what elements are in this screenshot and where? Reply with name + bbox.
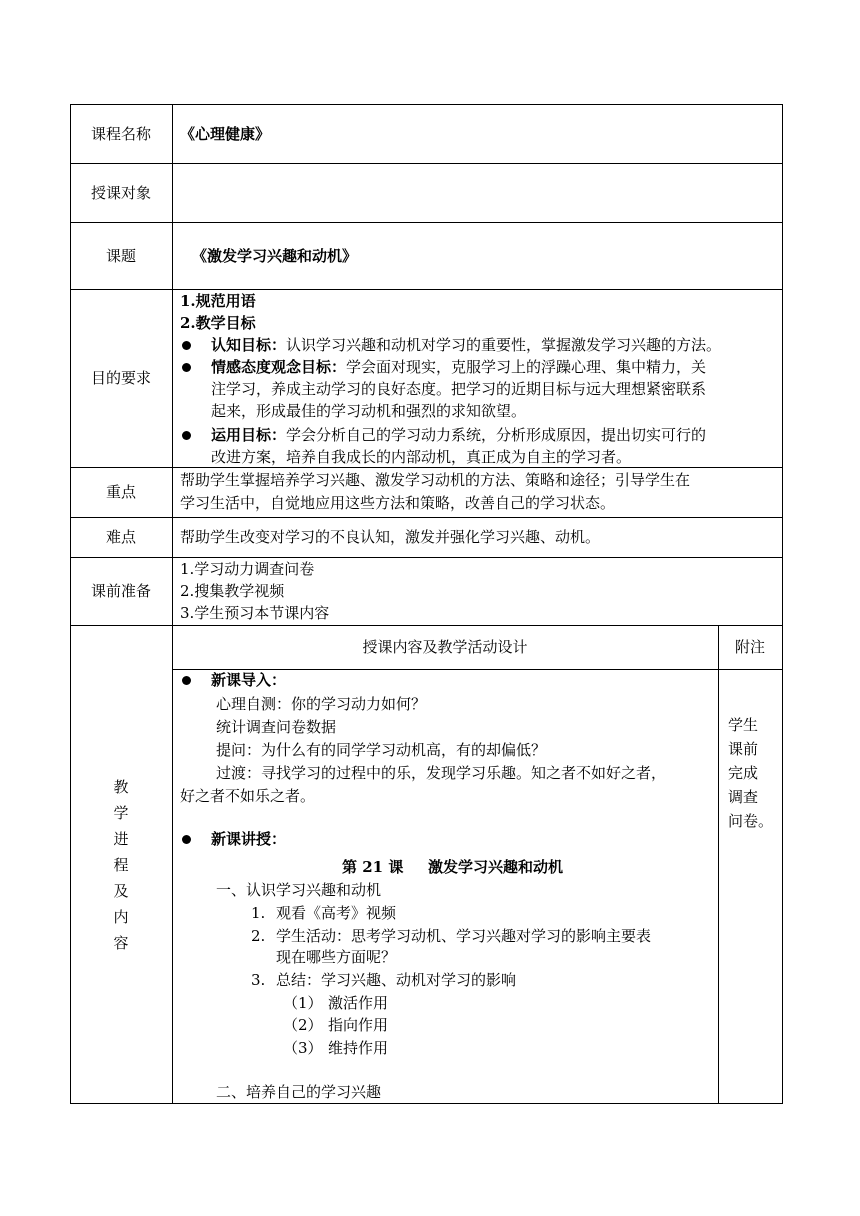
row-divider [70, 289, 783, 290]
row-divider [70, 517, 783, 518]
attitude-goal-text: 注学习，养成主动学习的良好态度。把学习的近期目标与远大理想紧密联系 [211, 380, 707, 398]
preparation-item: 2.搜集教学视频 [180, 582, 285, 600]
intro-label: 新课导入： [211, 671, 287, 689]
label-process-char: 内 [113, 908, 129, 926]
objective-item-2: 2.教学目标 [180, 314, 256, 332]
label-process-char: 进 [113, 830, 129, 848]
notes-line: 调查 [728, 788, 759, 806]
notes-line: 问卷。 [728, 812, 774, 830]
attitude-goal [211, 356, 706, 378]
label-topic: 课题 [105, 247, 136, 265]
label-process-char: 容 [113, 934, 129, 952]
step-text: 观看《高考》视频 [276, 904, 397, 922]
key-points-text: 学习生活中，自觉地应用这些方法和策略，改善自己的学习状态。 [180, 494, 616, 512]
apply-goal-text: 学会分析自己的学习动力系统，分析形成原因，提出切实可行的 [286, 426, 707, 444]
content-header: 授课内容及教学活动设计 [362, 638, 528, 656]
step-number: 1. [251, 904, 266, 922]
table-border-top [70, 104, 783, 105]
bullet-icon [182, 676, 191, 685]
bullet-icon [182, 341, 191, 350]
course-name-value: 《心理健康》 [180, 125, 271, 143]
section-heading: 一、认识学习兴趣和动机 [216, 881, 382, 899]
label-process-char: 程 [113, 856, 129, 874]
effect-text: 指向作用 [328, 1016, 389, 1034]
label-difficulties: 难点 [105, 528, 136, 546]
notes-line: 完成 [728, 764, 759, 782]
step-text: 现在哪些方面呢？ [276, 948, 397, 966]
lesson-title: 激发学习兴趣和动机 [428, 858, 564, 876]
step-number: 2. [251, 927, 266, 945]
label-audience: 授课对象 [90, 184, 151, 202]
notes-header: 附注 [734, 638, 765, 656]
preparation-item: 1.学习动力调查问卷 [180, 560, 315, 578]
attitude-goal-text: 学会面对现实，克服学习上的浮躁心理、集中精力，关 [346, 358, 707, 376]
intro-line: 提问：为什么有的同学学习动机高，有的却偏低？ [216, 741, 547, 759]
notes-line: 课前 [728, 740, 759, 758]
effect-text: 维持作用 [328, 1039, 389, 1057]
attitude-goal-label: 情感态度观念目标： [211, 358, 347, 376]
cognitive-goal-text: 认识学习兴趣和动机对学习的重要性，掌握激发学习兴趣的方法。 [286, 336, 722, 354]
section-heading: 二、培养自己的学习兴趣 [216, 1083, 382, 1101]
label-process-char: 及 [113, 882, 129, 900]
bullet-icon [182, 363, 191, 372]
bullet-icon [182, 431, 191, 440]
topic-value: 《激发学习兴趣和动机》 [192, 247, 358, 265]
attitude-goal-text: 起来，形成最佳的学习动机和强烈的求知欲望。 [211, 402, 527, 420]
effect-number: （2） [283, 1016, 323, 1034]
step-text: 学生活动：思考学习动机、学习兴趣对学习的影响主要表 [276, 927, 652, 945]
lesson-number: 第 21 课 [342, 858, 404, 876]
label-preparation: 课前准备 [90, 582, 151, 600]
notes-line: 学生 [728, 716, 759, 734]
effect-text: 激活作用 [328, 994, 389, 1012]
row-divider [70, 222, 783, 223]
intro-line: 统计调查问卷数据 [216, 718, 337, 736]
label-key-points: 重点 [105, 483, 136, 501]
objective-item-1: 1.规范用语 [180, 292, 256, 310]
column-divider [718, 625, 719, 1104]
label-objectives: 目的要求 [90, 369, 151, 387]
intro-line: 心理自测：你的学习动力如何？ [216, 695, 427, 713]
preparation-item: 3.学生预习本节课内容 [180, 604, 330, 622]
cognitive-goal-label: 认知目标： [211, 336, 287, 354]
column-divider [172, 104, 173, 1104]
label-process-char: 教 [113, 778, 129, 796]
intro-line: 过渡：寻找学习的过程中的乐，发现学习乐趣。知之者不如好之者， [216, 764, 667, 782]
apply-goal-text: 改进方案，培养自我成长的内部动机，真正成为自主的学习者。 [211, 448, 632, 466]
row-divider [70, 625, 783, 626]
cognitive-goal [211, 334, 721, 356]
difficulties-text: 帮助学生改变对学习的不良认知，激发并强化学习兴趣、动机。 [180, 528, 601, 546]
table-border-right [782, 104, 783, 1104]
label-process-char: 学 [113, 804, 129, 822]
apply-goal-label: 运用目标： [211, 426, 287, 444]
bullet-icon [182, 835, 191, 844]
label-course-name: 课程名称 [90, 125, 151, 143]
table-border-bottom [70, 1103, 783, 1104]
step-text: 总结：学习兴趣、动机对学习的影响 [276, 971, 517, 989]
effect-number: （1） [283, 994, 323, 1012]
row-divider [70, 557, 783, 558]
apply-goal [211, 424, 706, 446]
lecture-label: 新课讲授： [211, 830, 287, 848]
effect-number: （3） [283, 1039, 323, 1057]
intro-line: 好之者不如乐之者。 [180, 787, 316, 805]
row-divider [70, 163, 783, 164]
step-number: 3. [251, 971, 266, 989]
key-points-text: 帮助学生掌握培养学习兴趣、激发学习动机的方法、策略和途径；引导学生在 [180, 471, 691, 489]
